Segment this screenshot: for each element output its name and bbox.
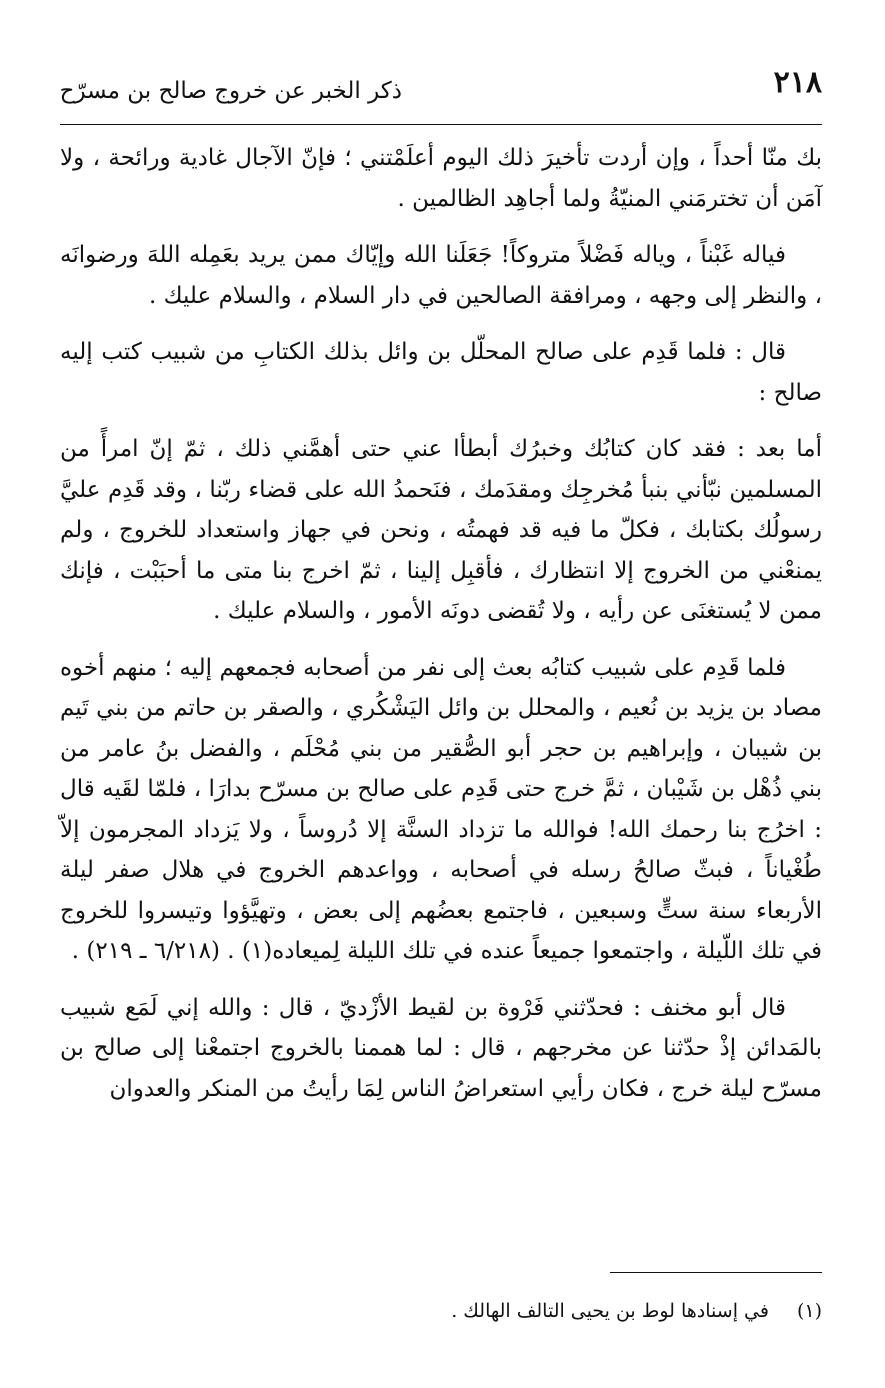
paragraph: بك منّا أحداً ، وإن أردت تأخيرَ ذلك اليوم أعلَمْتني ؛ فإنّ الآجال غادية ورائحة ، ولا آمَن أن تخترمَني المنيّةُ ولما أجاهِد الظالمين . — [60, 145, 822, 212]
paragraph: فياله غَبْناً ، وياله فَضْلاً متروكاً! جَعَلَنا الله وإيّاك ممن يريد بعَمِله اللهَ ورضوانَه ، والنظر إلى وجهه ، ومرافقة الصالحين في دار السلام ، والسلام عليك . — [60, 242, 822, 309]
footnote-rule — [610, 1272, 822, 1273]
page-number: ٢١٨ — [773, 65, 822, 100]
footnote — [60, 1296, 822, 1326]
paragraph: فلما قَدِم على شبيب كتابُه بعث إلى نفر من أصحابه فجمعهم إليه ؛ منهم أخوه مصاد بن يزيد بن نُعيم ، والمحلل بن وائل اليَشْكُري ، والصقر بن حاتم من بني تَيم بن شيبان ، وإبراهيم بن حجر أبو الصُّقير من بني مُحْلَم ، والفضل بنُ عامر من بني ذُهْل بن شَيْبان ، ثمَّ خرج حتى قَدِم على صالح بن مسرّح بدارَا ، فلمّا لقَيه قال : اخرُج بنا رحمك الله! فوالله ما تزداد السنَّة إلا دُروساً ، ولا يَزداد المجرمون إلاّ طُغْياناً ، فبثّ صالحُ رسله في أصحابه ، وواعدهم الخروج في هلال صفر ليلة الأربعاء سنة ستٍّ وسبعين ، فاجتمع بعضُهم إلى بعض ، وتهيَّؤوا وتيسروا للخروج في تلك اللّيلة ، واجتمعوا جميعاً عنده في تلك الليلة لِميعاده(١) . (٦/٢١٨ ـ ٢١٩) . — [60, 654, 822, 964]
paragraph: قال أبو مخنف : فحدّثني فَرْوة بن لقيط الأزْديّ ، قال : والله إني لَمَع شبيب بالمَدائن إذْ حدّثنا عن مخرجهم ، قال : لما هممنا بالخروج اجتمعْنا إلى صالح بن مسرّح ليلة خرج ، فكان رأيي استعراضُ الناس لِمَا رأيتُ من المنكر والعدوان — [60, 994, 822, 1102]
body-text — [60, 138, 822, 1125]
footnote-marker: (١) — [796, 1300, 822, 1322]
page-header — [60, 66, 822, 110]
paragraph: قال : فلما قَدِم على صالح المحلّل بن وائل بذلك الكتابِ من شبيب كتب إليه صالح : — [60, 339, 822, 406]
header-rule — [60, 124, 822, 125]
running-title: ذكر الخبر عن خروج صالح بن مسرّح — [59, 78, 402, 104]
paragraph: أما بعد : فقد كان كتابُك وخبرُك أبطأا عني حتى أهمَّني ذلك ، ثمّ إنّ امرأً من المسلمين نبّأني بنبأ مُخرجِك ومقدَمك ، فنَحمدُ الله على قضاء ربّنا ، وقد قَدِم عليَّ رسولُك بكتابك ، فكلّ ما فيه قد فهمتُه ، ونحن في جهاز واستعداد للخروج ، ولم يمنعْني من الخروج إلا انتظارك ، فأقبِل إلينا ، ثمّ اخرج بنا متى ما أحبَبْت ، فإنك ممن لا يُستغنَى عن رأيه ، ولا تُقضى دونَه الأمور ، والسلام عليك . — [60, 436, 822, 624]
footnote-text: في إسنادها لوط بن يحيى التالف الهالك . — [451, 1300, 769, 1322]
